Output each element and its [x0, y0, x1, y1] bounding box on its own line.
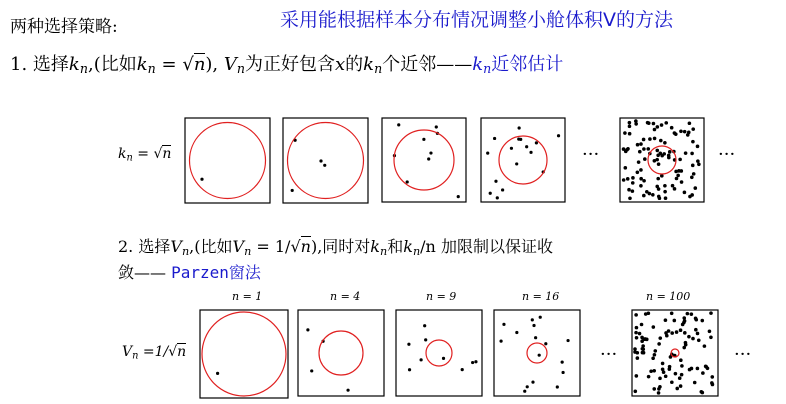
knn-sample-point: [624, 150, 628, 154]
knn-sample-point: [429, 151, 432, 154]
panel-title: n = 1: [232, 290, 263, 303]
parzen-sample-point: [531, 381, 534, 384]
parzen-sample-point: [561, 371, 564, 374]
parzen-sample-point: [420, 358, 423, 361]
knn-panel-box: [481, 118, 565, 202]
knn-sample-point: [631, 181, 635, 185]
parzen-sample-point: [696, 332, 700, 336]
knn-sample-point: [397, 123, 400, 126]
knn-sample-point: [653, 159, 657, 163]
knn-sample-point: [674, 132, 678, 136]
parzen-sample-point: [306, 328, 309, 331]
parzen-sample-point: [679, 358, 683, 362]
parzen-sample-point: [703, 344, 707, 348]
sqrt-sign-icon: √: [168, 344, 178, 360]
parzen-sample-point: [561, 361, 564, 364]
parzen-sample-point: [694, 328, 698, 332]
n-subscript: n: [380, 244, 388, 258]
knn-sample-point: [653, 137, 657, 141]
parzen-sample-point: [697, 338, 701, 342]
k-symbol: k: [118, 146, 127, 162]
knn-sample-point: [660, 154, 664, 158]
equals-sign: =1/: [142, 344, 169, 360]
parzen-sample-point: [515, 331, 518, 334]
knn-sample-point: [642, 194, 646, 198]
knn-sample-point: [515, 162, 518, 165]
knn-sample-point: [678, 158, 682, 162]
k-symbol: k: [370, 237, 380, 256]
knn-sample-point: [691, 140, 695, 144]
knn-sample-point: [638, 150, 642, 154]
parzen-sample-point: [658, 336, 662, 340]
knn-sample-point: [659, 139, 663, 143]
sqrt-argument: n: [300, 237, 311, 256]
parzen-sample-point: [531, 318, 534, 321]
knn-sample-point: [628, 132, 632, 136]
strategy-2-eg: ,(比如: [189, 237, 233, 256]
knn-sample-point: [634, 119, 638, 123]
V-symbol: V: [223, 54, 237, 75]
parzen-sample-point: [675, 387, 679, 391]
knn-sample-point: [686, 133, 690, 137]
knn-panel-box: [185, 118, 270, 203]
parzen-sample-point: [670, 331, 674, 335]
panel-title: n = 4: [330, 290, 361, 303]
knn-sample-point: [642, 147, 646, 151]
knn-sample-point: [676, 174, 680, 178]
knn-sample-point: [655, 149, 659, 153]
knn-sample-point: [690, 152, 694, 156]
parzen-sample-point: [442, 357, 445, 360]
parzen-sample-point: [408, 368, 411, 371]
parzen-sample-point: [502, 323, 505, 326]
knn-sample-point: [636, 170, 640, 174]
parzen-sample-point: [661, 367, 665, 371]
parzen-sample-point: [636, 356, 640, 360]
parzen-sample-point: [709, 335, 713, 339]
parzen-sample-point: [657, 391, 661, 395]
knn-sample-point: [683, 130, 687, 134]
parzen-sample-point: [675, 330, 679, 334]
parzen-sample-point: [652, 325, 656, 329]
knn-panel-box: [382, 118, 466, 202]
knn-sample-point: [628, 196, 632, 200]
knn-sample-point: [486, 152, 489, 155]
knn-sample-point: [639, 168, 643, 172]
parzen-sample-point: [691, 337, 695, 341]
parzen-sample-point: [682, 321, 686, 325]
sqrt-sign-icon: √: [290, 237, 301, 256]
parzen-sample-point: [694, 318, 698, 322]
strategy-2-converge: 敛——: [118, 263, 167, 282]
parzen-sample-point: [699, 390, 703, 394]
knn-sample-point: [557, 134, 560, 137]
knn-sample-point: [624, 166, 628, 170]
knn-sample-point: [663, 141, 667, 145]
knn-sample-point: [670, 126, 674, 130]
n-subscript: n: [412, 244, 421, 258]
knn-sample-point: [679, 129, 683, 133]
parzen-sample-point: [532, 324, 535, 327]
knn-panel-box: [283, 118, 368, 203]
parzen-sample-point: [641, 347, 645, 351]
knn-sample-point: [693, 186, 697, 190]
knn-sample-point: [427, 157, 430, 160]
knn-sample-point: [628, 125, 632, 129]
knn-sample-point: [622, 178, 626, 182]
knn-sample-point: [319, 159, 322, 162]
parzen-sample-point: [423, 324, 426, 327]
knn-sample-point: [647, 121, 651, 125]
knn-sample-point: [673, 187, 677, 191]
parzen-sample-point: [499, 340, 502, 343]
parzen-sample-point: [680, 373, 684, 377]
knn-sample-point: [642, 138, 646, 142]
ellipsis: ···: [582, 144, 600, 165]
knn-sample-point: [422, 138, 425, 141]
parzen-sample-point: [678, 376, 682, 380]
knn-sample-point: [653, 128, 657, 132]
parzen-sample-point: [346, 389, 349, 392]
k-symbol: k: [363, 54, 375, 75]
knn-sample-point: [493, 137, 496, 140]
knn-sample-point: [657, 187, 661, 191]
blue-subtitle: 采用能根据样本分布情况调整小舱体积V的方法: [280, 9, 673, 31]
n-subscript-blue: n: [483, 61, 492, 77]
knn-sample-point: [663, 190, 667, 194]
knn-sample-point: [660, 123, 664, 127]
parzen-sample-point: [670, 380, 674, 384]
n-subscript: n: [236, 61, 246, 77]
knn-sample-point: [657, 162, 661, 166]
n-subscript: n: [181, 244, 190, 258]
knn-sample-point: [642, 179, 646, 183]
parzen-sample-point: [534, 336, 537, 339]
parzen-sample-point: [653, 353, 657, 357]
parzen-sample-point: [658, 377, 662, 381]
parzen-sample-point: [700, 319, 704, 323]
knn-sample-point: [692, 172, 696, 176]
parzen-sample-point: [679, 328, 683, 332]
n-subscript: n: [126, 152, 133, 164]
parzen-sample-point: [634, 313, 638, 317]
strategy-1-choose: 选择: [32, 54, 69, 75]
parzen-sample-point: [526, 385, 529, 388]
panel-title: n = 9: [426, 290, 457, 303]
knn-sample-point: [688, 121, 692, 125]
parzen-sample-point: [664, 331, 668, 335]
parzen-sample-point: [635, 336, 639, 340]
knn-sample-point: [664, 196, 668, 200]
parzen-sample-point: [657, 342, 661, 346]
knn-sample-point: [643, 157, 647, 161]
equals-sign: =: [137, 146, 149, 162]
knn-sample-point: [519, 138, 522, 141]
knn-sample-point: [626, 177, 630, 181]
knn-sample-point: [489, 192, 492, 195]
parzen-sample-point: [708, 330, 712, 334]
strategy-2-limit: /n 加限制以保证收: [420, 237, 553, 256]
parzen-sample-point: [670, 311, 674, 315]
parzen-sample-point: [652, 387, 656, 391]
strategy-1-eg: ,(比如: [87, 54, 137, 75]
knn-sample-point: [496, 196, 499, 199]
parzen-sample-point: [523, 390, 526, 393]
parzen-sample-point: [696, 367, 700, 371]
parzen-sample-point: [679, 384, 683, 388]
knn-sample-point: [636, 143, 640, 147]
parzen-sample-point: [544, 342, 547, 345]
parzen-sample-point: [652, 369, 656, 373]
parzen-sample-point: [683, 331, 687, 335]
sqrt-argument: n: [162, 146, 172, 162]
strategy-2-constrain: ),同时对: [310, 237, 371, 256]
n-subscript: n: [244, 244, 252, 258]
parzen-sample-point: [424, 338, 427, 341]
parzen-sample-point: [664, 374, 668, 378]
n-subscript: n: [79, 61, 88, 77]
knn-sample-point: [627, 188, 631, 192]
knn-sample-point: [663, 184, 667, 188]
n-subscript: n: [147, 61, 156, 77]
slide-title: 两种选择策略:: [10, 17, 118, 37]
knn-sample-point: [639, 184, 643, 188]
strategy-2-and: 和: [387, 237, 404, 256]
parzen-sample-point: [690, 367, 694, 371]
knn-sample-point: [435, 125, 438, 128]
knn-sample-point: [651, 193, 655, 197]
knn-sample-point: [683, 191, 687, 195]
parzen-sample-point: [644, 337, 648, 341]
V-symbol: V: [170, 237, 182, 256]
parzen-sample-point: [651, 356, 655, 360]
parzen-sample-point: [690, 312, 694, 316]
panel-title: n = 100: [646, 290, 691, 303]
parzen-sample-point: [684, 343, 688, 347]
knn-sample-point: [501, 188, 504, 191]
k-symbol: k: [403, 237, 413, 256]
parzen-sample-point: [686, 312, 690, 316]
parzen-sample-point: [664, 318, 668, 322]
parzen-sample-point: [704, 364, 708, 368]
parzen-panel-box: [396, 310, 482, 396]
parzen-sample-point: [539, 316, 542, 319]
knn-sample-point: [645, 190, 649, 194]
sqrt-argument: n: [193, 54, 206, 75]
knn-sample-point: [658, 196, 662, 200]
strategy-1-of: 的: [345, 54, 364, 75]
parzen-sample-point: [644, 312, 648, 316]
parzen-sample-point: [640, 323, 644, 327]
parzen-sample-point: [636, 351, 640, 355]
parzen-sample-point: [635, 326, 639, 330]
parzen-sample-point: [471, 361, 474, 364]
ellipsis: ···: [718, 144, 736, 165]
knn-sample-point: [200, 178, 203, 181]
k-symbol: k: [136, 54, 148, 75]
knn-sample-point: [529, 151, 532, 154]
parzen-window-label: Parzen窗法: [171, 263, 261, 282]
n-subscript: n: [132, 350, 139, 362]
parzen-sample-point: [653, 349, 657, 353]
x-symbol: x: [335, 54, 346, 75]
knn-sample-point: [668, 150, 672, 154]
parzen-sample-point: [711, 383, 715, 387]
sqrt-sign-icon: √: [182, 54, 194, 75]
knn-sample-point: [494, 180, 497, 183]
knn-sample-point: [628, 121, 632, 125]
parzen-panel-box: [494, 310, 580, 396]
knn-sample-point: [637, 160, 641, 164]
parzen-sample-point: [633, 389, 637, 393]
parzen-sample-point: [682, 316, 686, 320]
knn-sample-point: [680, 180, 684, 184]
knn-estimate-label: 近邻估计: [491, 54, 564, 75]
knn-sample-point: [684, 151, 688, 155]
knn-sample-point: [691, 164, 695, 168]
k-symbol-blue: k: [472, 54, 484, 75]
knn-sample-point: [656, 125, 660, 129]
parzen-sample-point: [566, 339, 569, 342]
parzen-sample-point: [709, 311, 713, 315]
knn-sample-point: [690, 176, 694, 180]
strategy-2-choose: 选择: [138, 237, 171, 256]
knn-sample-point: [671, 184, 675, 188]
knn-sample-point: [664, 121, 668, 125]
knn-sample-point: [646, 147, 650, 151]
knn-sample-point: [518, 126, 521, 129]
sqrt-sign-icon: √: [153, 146, 163, 162]
parzen-sample-point: [710, 375, 714, 379]
knn-sample-point: [696, 145, 700, 149]
ellipsis: ···: [734, 344, 752, 365]
knn-sample-point: [631, 189, 635, 193]
panel-title: n = 16: [522, 290, 560, 303]
knn-sample-point: [690, 193, 694, 197]
knn-sample-point: [323, 164, 326, 167]
knn-sample-point: [291, 189, 294, 192]
knn-sample-point: [510, 147, 513, 150]
strategy-1-neighbors: 个近邻——: [382, 54, 473, 75]
parzen-sample-point: [641, 351, 645, 355]
n-subscript: n: [374, 61, 383, 77]
parzen-sample-point: [216, 372, 219, 375]
knn-sample-point: [667, 156, 671, 160]
knn-sample-point: [697, 162, 701, 166]
knn-sample-point: [457, 195, 460, 198]
parzen-sample-point: [310, 369, 313, 372]
knn-sample-point: [675, 177, 679, 181]
parzen-sample-point: [407, 343, 410, 346]
equals-sign: =: [161, 54, 177, 75]
knn-sample-point: [535, 141, 538, 144]
knn-sample-point: [525, 145, 528, 148]
parzen-panel-box: [298, 310, 384, 396]
knn-sample-point: [652, 122, 656, 126]
parzen-sample-point: [693, 381, 697, 385]
parzen-sample-point: [673, 319, 677, 323]
V-symbol: V: [122, 344, 133, 360]
knn-sample-point: [639, 177, 643, 181]
parzen-sample-point: [633, 347, 637, 351]
parzen-sample-point: [668, 367, 672, 371]
parzen-sample-point: [538, 354, 541, 357]
parzen-sample-point: [680, 364, 684, 368]
parzen-sample-point: [661, 362, 665, 366]
strategy-2-number: 2.: [118, 237, 134, 256]
parzen-sample-point: [556, 385, 559, 388]
knn-sample-point: [691, 127, 695, 131]
parzen-panel-box: [200, 310, 288, 398]
parzen-sample-point: [638, 332, 642, 336]
sqrt-argument: n: [177, 344, 187, 360]
knn-sample-point: [631, 176, 635, 180]
parzen-sample-point: [474, 360, 477, 363]
parzen-sample-point: [687, 335, 691, 339]
parzen-sample-point: [674, 372, 678, 376]
strategy-1-number: 1.: [10, 54, 28, 75]
knn-sample-point: [639, 142, 643, 146]
parzen-sample-point: [635, 374, 639, 378]
parzen-sample-point: [647, 375, 651, 379]
parzen-sample-point: [461, 368, 464, 371]
V-symbol: V: [232, 237, 245, 256]
knn-sample-point: [623, 131, 627, 135]
parzen-sample-point: [701, 371, 705, 375]
knn-sample-point: [648, 137, 652, 141]
k-symbol: k: [68, 54, 80, 75]
knn-sample-point: [406, 180, 409, 183]
knn-sample-point: [696, 159, 700, 163]
ellipsis: ···: [600, 344, 618, 365]
parzen-sample-point: [658, 385, 662, 389]
parzen-sample-point: [634, 331, 638, 335]
equals-sign: = 1/: [256, 237, 291, 256]
knn-sample-point: [677, 169, 681, 173]
strategy-1-close: ),: [205, 54, 219, 75]
parzen-sample-point: [649, 369, 653, 373]
knn-sample-point: [656, 177, 660, 181]
strategy-1-contains: 为正好包含: [245, 54, 336, 75]
